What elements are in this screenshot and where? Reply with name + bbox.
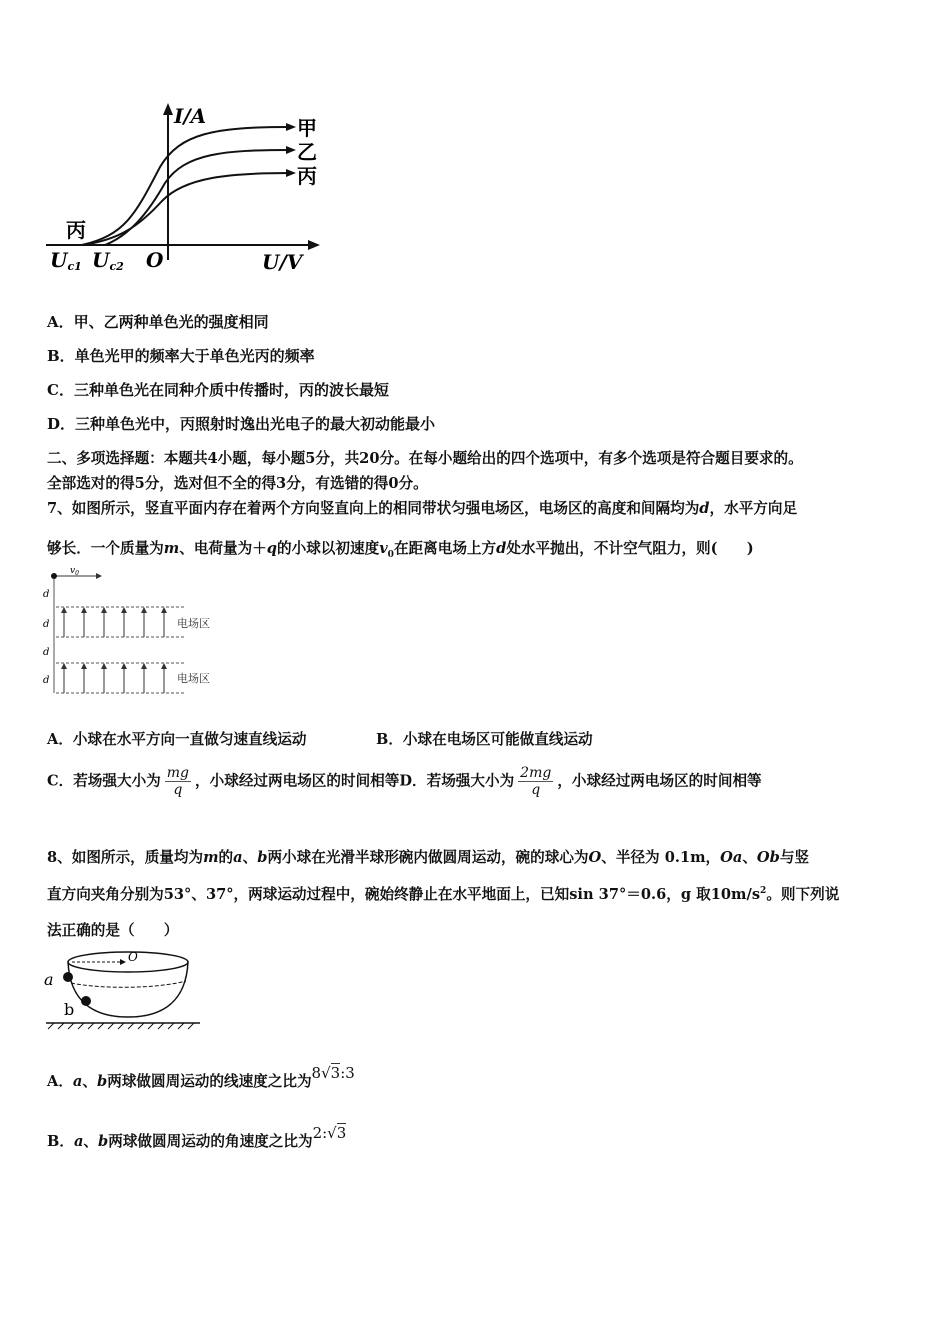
section-2-line-1: 二、多项选择题：本题共4小题，每小题5分，共20分。在每小题给出的四个选项中，有多个选项是符合题目要求的。 (47, 450, 803, 467)
q8-stem-line-3: 法正确的是（ ） (47, 922, 179, 939)
q6-option-d: D．三种单色光中，丙照射时逸出光电子的最大初动能最小 (47, 415, 436, 433)
curve-label-jia: 甲 (297, 116, 317, 140)
q8-option-a: A．a、b两球做圆周运动的线速度之比为8√3:3 (47, 1064, 355, 1090)
q8-stem-line-2: 直方向夹角分别为53°、37°，两球运动过程中，碗始终静止在水平地面上，已知sin 37°＝0.6，g 取$10m/s^2$。则下列说 (47, 886, 840, 903)
q7-option-a: A．小球在水平方向一直做匀速直线运动 (47, 731, 307, 748)
section-2-line-2: 全部选对的得5分，选对但不全的得3分，有选错的得0分。 (47, 475, 428, 492)
svg-text:d: d (43, 589, 50, 600)
q6-option-a: A．甲、乙两种单色光的强度相同 (47, 313, 269, 331)
q8-stem-line-1: 8、如图所示，质量均为m的a、b两小球在光滑半球形碗内做圆周运动，碗的球心为O、半径为 0.1m，Oa、Ob与竖 (47, 849, 810, 866)
x-axis-label: U/V (262, 250, 303, 274)
svg-text:v0: $v_0$ (70, 566, 79, 577)
y-axis-label: I/A (174, 104, 207, 128)
fraction-2mg-over-q: $\frac{2mg}{q}$ (520, 765, 552, 799)
q7-options-c-d: C．若场强大小为 $\frac{mg}{q}$ ，小球经过两电场区的时间相等D．若场强大小为 $\frac{2mg}{q}$ ，小球经过两电场区的时间相等 (47, 765, 762, 799)
origin-label: O (146, 248, 164, 272)
curve-label-yi: 乙 (297, 140, 317, 164)
q7-option-b: B．小球在电场区可能做直线运动 (376, 731, 593, 748)
fraction-mg-over-q: $\frac{mg}{q}$ (166, 765, 190, 799)
electric-field-zones-figure (40, 565, 230, 700)
svg-text:电场区: 电场区 (177, 617, 210, 630)
svg-text:O: O (128, 950, 138, 964)
ratio-8root3-to-3: 8√3:3 (311, 1064, 355, 1082)
q8-option-b: B．a、b两球做圆周运动的角速度之比为2:√3 (47, 1124, 347, 1150)
curve-label-bing: 丙 (297, 164, 317, 188)
svg-text:d: d (43, 675, 50, 686)
svg-text:Uc1 (50, 248, 82, 273)
uc1-subscript: c1 (67, 260, 82, 273)
hemispherical-bowl-figure (40, 945, 210, 1030)
uc2-subscript: c2 (109, 260, 124, 273)
svg-text:d: d (43, 619, 50, 630)
uc2-label: U (92, 248, 110, 272)
svg-text:Uc2 (92, 248, 124, 273)
q7-stem-line-2: 够长．一个质量为m、电荷量为＋q的小球以初速度$v_0$在距离电场上方d处水平抛出，不计空气阻力，则( ) (47, 540, 754, 560)
q7-stem-line-1: 7、如图所示，竖直平面内存在着两个方向竖直向上的相同带状匀强电场区，电场区的高度和间隔均为d，水平方向足 (47, 500, 798, 517)
left-curve-label-bing: 丙 (66, 218, 86, 242)
photoelectric-iu-graph (40, 95, 330, 280)
q6-option-b: B．单色光甲的频率大于单色光丙的频率 (47, 347, 315, 365)
svg-text:b: b (64, 1000, 75, 1019)
svg-text:d: d (43, 647, 50, 658)
svg-text:a: a (44, 970, 54, 989)
q6-option-c: C．三种单色光在同种介质中传播时，丙的波长最短 (47, 381, 389, 399)
ratio-2-to-root3: 2:√3 (312, 1124, 347, 1142)
svg-text:电场区: 电场区 (177, 672, 210, 685)
uc1-label: U (50, 248, 68, 272)
